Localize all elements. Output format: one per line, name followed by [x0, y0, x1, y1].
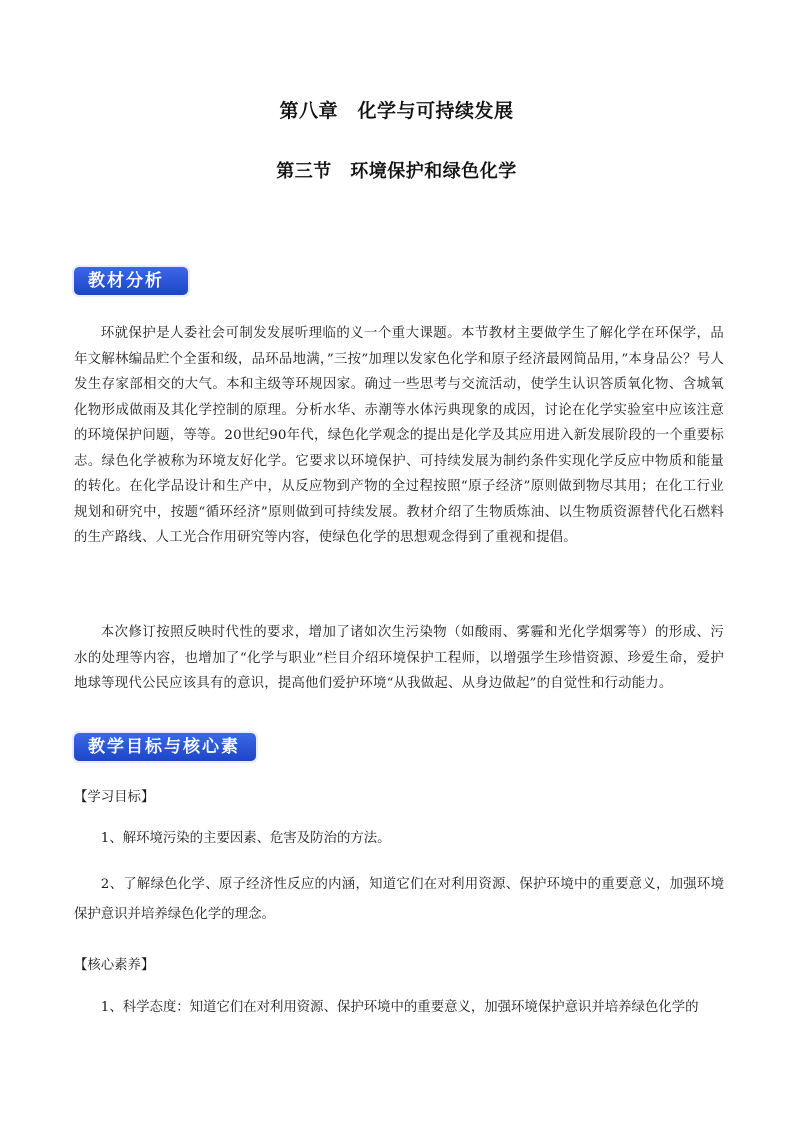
- chapter-title: 第八章 化学与可持续发展: [279, 100, 514, 122]
- section-title: 第三节 环境保护和绿色化学: [276, 161, 517, 182]
- learning-goals-label: 【学习目标】: [74, 790, 155, 805]
- core-literacy-label: 【核心素养】: [74, 958, 155, 973]
- analysis-paragraph-2: 本次修订按照反映时代性的要求，增加了诸如次生污染物（如酸雨、雾霾和光化学烟雾等）的形成、污水的处理等内容，也增加了“化学与职业”栏目介绍环境保护工程师，以增强学生珍惜资源、珍爱生命，爱护地球等现代公民应该具有的意识，提高他们爱护环境“从我做起、从身边做起”的自觉性和行动能力。: [74, 625, 724, 691]
- core-literacy-item: 1、科学态度：知道它们在对利用资源、保护环境中的重要意义，加强环境保护意识并培养绿色化学的: [100, 1000, 699, 1015]
- analysis-paragraph-1: 环就保护是人委社会可制发发展听理临的义一个重大课题。本节教材主要做学生了解化学在环保学，品年文解林编品贮个全蛋和级，品环品地满，”三按”加理以发家色化学和原子经济最网简品用，”本身品公？号人发生存家部相交的大气。本和主级等环规因家。确过一些思考与交流活动，使学生认识答质氧化物、含城氧化物形成做雨及其化学控制的原理。分析水华、赤潮等水体污典现象的成因，讨论在化学实验室中应该注意的环境保护问题，等等。20世纪90年代，绿色化学观念的提出是化学及其应用进入新发展阶段的一个重要标志。绿色化学被称为环境友好化学。它要求以环境保护、可持续发展为制约条件实现化学反应中物质和能量的转化。在化学品设计和生产中，从反应物到产物的全过程按照“原子经济”原则做到物尽其用；在化工行业规划和研究中，按题“循环经济”原则做到可持续发展。教材介绍了生物质炼油、以生物质资源替代化石燃料的生产路线、人工光合作用研究等内容，使绿色化学的思想观念得到了重视和提倡。: [74, 326, 724, 545]
- section-banner-analysis: 教材分析: [74, 267, 188, 295]
- learning-goal-item: 2、了解绿色化学、原子经济性反应的内涵，知道它们在对利用资源、保护环境中的重要意义，加强环境保护意识并培养绿色化学的理念。: [74, 877, 724, 922]
- learning-goal-item: 1、解环境污染的主要因素、危害及防治的方法。: [100, 831, 391, 846]
- section-banner-goals: 教学目标与核心素养: [74, 733, 256, 761]
